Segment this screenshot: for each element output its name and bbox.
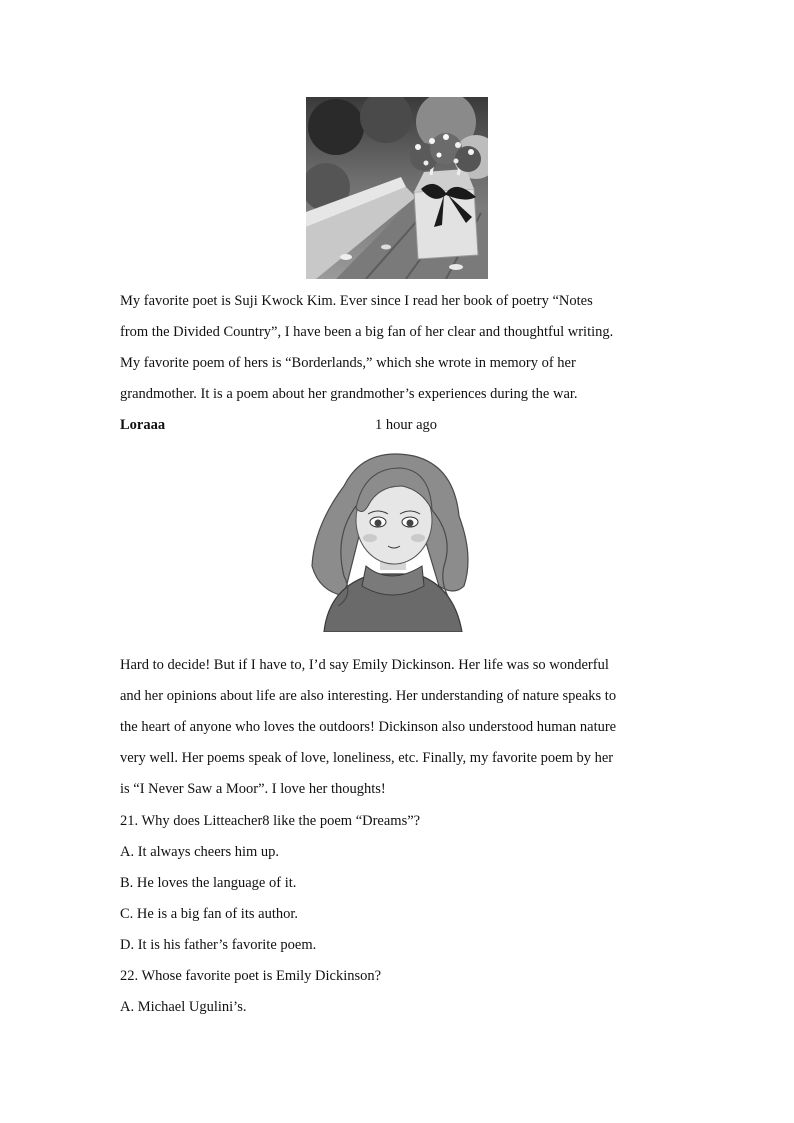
- post1-line-3: My favorite poem of hers is “Borderlands,” which she wrote in memory of her: [120, 355, 576, 371]
- question-21-option-a: A. It always cheers him up.: [120, 844, 280, 860]
- post2-line-5: is “I Never Saw a Moor”. I love her thoughts!: [120, 781, 386, 797]
- question-22-option-a: A. Michael Ugulini’s.: [120, 999, 247, 1015]
- username: Loraaa: [120, 417, 166, 433]
- post2-line-1: Hard to decide! But if I have to, I’d say Emily Dickinson. Her life was so wonderful: [120, 657, 609, 673]
- post2-line-4: very well. Her poems speak of love, loneliness, etc. Finally, my favorite poem by her: [120, 750, 614, 766]
- question-21-stem: 21. Why does Litteacher8 like the poem “Dreams”?: [120, 813, 421, 829]
- post1-line-2: from the Divided Country”, I have been a big fan of her clear and thoughtful writing.: [120, 324, 614, 340]
- post1-line-1: My favorite poet is Suji Kwock Kim. Ever since I read her book of poetry “Notes: [120, 293, 593, 309]
- avatar: [304, 446, 476, 632]
- question-21-option-b: B. He loves the language of it.: [120, 875, 297, 891]
- post-timestamp: 1 hour ago: [375, 417, 438, 433]
- post1-line-4: grandmother. It is a poem about her grandmother’s experiences during the war.: [120, 386, 578, 402]
- post2-line-2: and her opinions about life are also interesting. Her understanding of nature speaks to: [120, 688, 617, 704]
- question-22-stem: 22. Whose favorite poet is Emily Dickinson?: [120, 968, 382, 984]
- question-21-option-d: D. It is his father’s favorite poem.: [120, 937, 317, 953]
- question-21-option-c: C. He is a big fan of its author.: [120, 906, 299, 922]
- post2-line-3: the heart of anyone who loves the outdoors! Dickinson also understood human nature: [120, 719, 617, 735]
- flower-bag-photo: [306, 97, 488, 279]
